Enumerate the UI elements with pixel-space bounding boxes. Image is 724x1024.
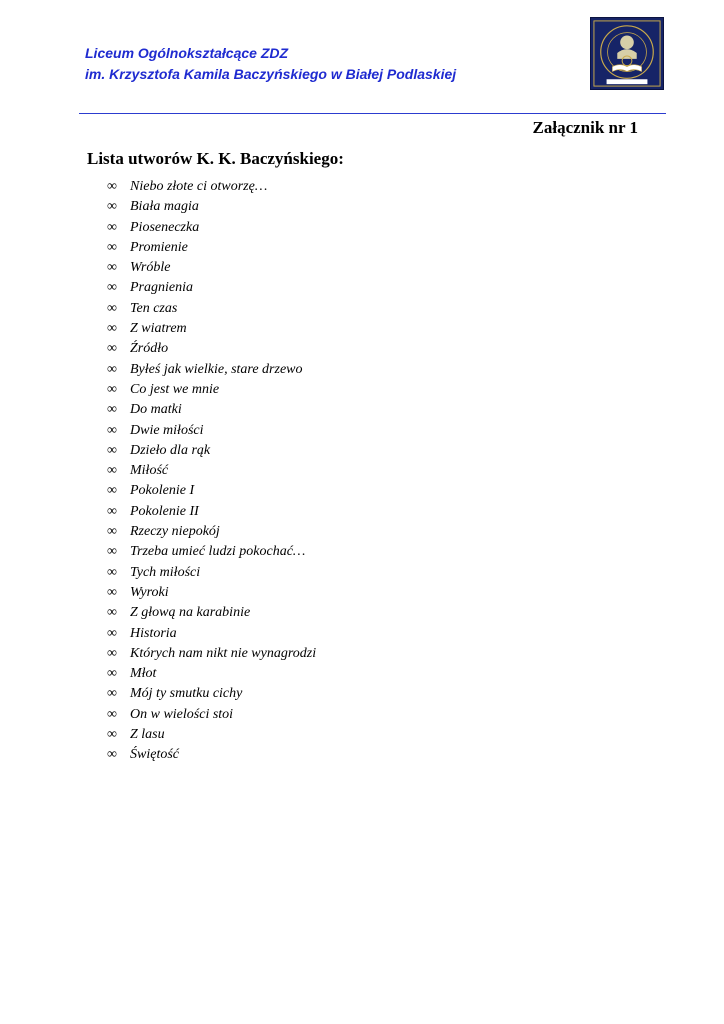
work-title: Źródło (130, 341, 169, 357)
infinity-bullet-icon: ∞ (107, 260, 117, 276)
infinity-bullet-icon: ∞ (107, 666, 117, 682)
infinity-bullet-icon: ∞ (107, 463, 117, 479)
work-title: Rzeczy niepokój (130, 524, 220, 540)
infinity-bullet-icon: ∞ (107, 422, 117, 438)
infinity-bullet-icon: ∞ (107, 300, 117, 316)
list-item (107, 197, 316, 217)
infinity-bullet-icon: ∞ (107, 361, 117, 377)
list-item (107, 664, 316, 684)
list-item (107, 481, 316, 501)
list-item (107, 421, 316, 441)
school-name-line1: Liceum Ogólnokształcące ZDZ (85, 45, 289, 61)
infinity-bullet-icon: ∞ (107, 544, 117, 560)
infinity-bullet-icon: ∞ (107, 727, 117, 743)
infinity-bullet-icon: ∞ (107, 321, 117, 337)
list-item (107, 603, 316, 623)
list-item (107, 624, 316, 644)
list-item (107, 380, 316, 400)
list-item (107, 563, 316, 583)
work-title: Ten czas (130, 300, 178, 316)
infinity-bullet-icon: ∞ (107, 503, 117, 519)
infinity-bullet-icon: ∞ (107, 239, 117, 255)
school-header (85, 43, 456, 85)
work-title: Miłość (130, 463, 169, 479)
list-item (107, 400, 316, 420)
work-title: Niebo złote ci otworzę… (130, 179, 268, 194)
work-title: Pragnienia (130, 280, 193, 296)
work-title: On w wielości stoi (130, 706, 234, 722)
infinity-bullet-icon: ∞ (107, 381, 117, 397)
list-item (107, 238, 316, 258)
infinity-bullet-icon: ∞ (107, 199, 117, 215)
infinity-bullet-icon: ∞ (107, 219, 117, 235)
work-title: Co jest we mnie (130, 381, 220, 397)
list-item (107, 218, 316, 238)
infinity-bullet-icon: ∞ (107, 483, 117, 499)
infinity-bullet-icon: ∞ (107, 584, 117, 600)
list-title: Lista utworów K. K. Baczyńskiego: (87, 149, 344, 168)
work-title: Trzeba umieć ludzi pokochać… (130, 544, 306, 560)
infinity-bullet-icon: ∞ (107, 747, 117, 763)
list-item (107, 258, 316, 278)
work-title: Tych miłości (130, 564, 201, 580)
infinity-bullet-icon: ∞ (107, 524, 117, 540)
school-emblem-icon (590, 17, 664, 90)
work-title: Mój ty smutku cichy (130, 686, 243, 702)
infinity-bullet-icon: ∞ (107, 442, 117, 458)
list-item (107, 705, 316, 725)
infinity-bullet-icon: ∞ (107, 402, 117, 418)
work-title: Z lasu (130, 727, 165, 743)
work-title: Świętość (130, 747, 179, 763)
infinity-bullet-icon: ∞ (107, 179, 117, 194)
work-title: Do matki (130, 402, 182, 418)
infinity-bullet-icon: ∞ (107, 686, 117, 702)
infinity-bullet-icon: ∞ (107, 564, 117, 580)
work-title: Wróble (130, 260, 171, 276)
list-item (107, 684, 316, 704)
list-item (107, 360, 316, 380)
list-item (107, 299, 316, 319)
list-item (107, 278, 316, 298)
work-title: Pokolenie II (130, 503, 199, 519)
infinity-bullet-icon: ∞ (107, 341, 117, 357)
list-item (107, 319, 316, 339)
list-item (107, 339, 316, 359)
work-title: Z wiatrem (130, 321, 187, 337)
header-divider (79, 113, 666, 114)
infinity-bullet-icon: ∞ (107, 706, 117, 722)
infinity-bullet-icon: ∞ (107, 625, 117, 641)
list-item (107, 583, 316, 603)
work-title: Biała magia (130, 199, 199, 215)
annex-label: Załącznik nr 1 (532, 118, 638, 137)
work-title: Z głową na karabinie (130, 605, 251, 621)
works-list (107, 177, 316, 766)
infinity-bullet-icon: ∞ (107, 645, 117, 661)
work-title: Pioseneczka (130, 219, 200, 235)
list-item (107, 745, 316, 765)
work-title: Pokolenie I (130, 483, 195, 499)
school-name-line2: im. Krzysztofa Kamila Baczyńskiego w Białej Podlaskiej (85, 66, 457, 82)
list-item (107, 542, 316, 562)
list-item (107, 177, 316, 197)
work-title: Promienie (130, 239, 188, 255)
infinity-bullet-icon: ∞ (107, 605, 117, 621)
list-item (107, 502, 316, 522)
work-title: Dzieło dla rąk (130, 442, 211, 458)
infinity-bullet-icon: ∞ (107, 280, 117, 296)
work-title: Historia (130, 625, 177, 641)
list-item (107, 725, 316, 745)
work-title: Byłeś jak wielkie, stare drzewo (130, 361, 303, 377)
list-item (107, 522, 316, 542)
list-item (107, 644, 316, 664)
work-title: Wyroki (130, 584, 169, 600)
work-title: Młot (130, 666, 157, 682)
work-title: Dwie miłości (130, 422, 204, 438)
list-item (107, 461, 316, 481)
work-title: Których nam nikt nie wynagrodzi (130, 645, 317, 661)
list-item (107, 441, 316, 461)
